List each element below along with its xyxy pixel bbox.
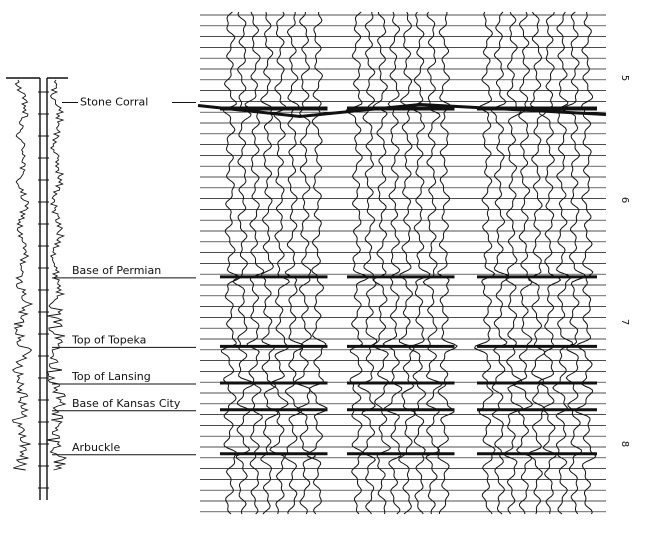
seismic-trace xyxy=(245,12,264,514)
seismic-trace xyxy=(307,12,327,514)
log-curve-left xyxy=(13,80,32,470)
horizon-label: Arbuckle xyxy=(72,440,121,454)
seismic-trace xyxy=(409,12,430,514)
seismic-trace xyxy=(475,12,496,514)
horizon-label: Stone Corral xyxy=(80,95,149,109)
seismic-trace xyxy=(438,12,457,514)
seismic-trace xyxy=(346,12,368,514)
time-mark-label: 7 xyxy=(619,318,630,326)
seismic-trace xyxy=(221,12,239,514)
horizon-labels xyxy=(52,96,196,455)
seismic-trace xyxy=(358,12,377,514)
seismic-trace xyxy=(423,12,442,514)
seismic-trace xyxy=(528,12,546,514)
seismic-trace xyxy=(562,12,585,514)
seismic-trace xyxy=(285,12,305,514)
seismic-trace xyxy=(513,12,533,514)
seismic-trace xyxy=(491,12,509,514)
horizon-label: Top of Lansing xyxy=(72,370,151,383)
horizon-label: Base of Permian xyxy=(72,263,162,277)
time-mark-label: 6 xyxy=(619,196,630,204)
log-curve-right xyxy=(47,80,66,470)
horizon-label: Base of Kansas City xyxy=(72,396,181,410)
seismic-trace xyxy=(399,12,416,514)
time-mark-label: 8 xyxy=(619,440,630,448)
seismic-trace xyxy=(553,12,573,514)
seismic-traces xyxy=(221,12,595,514)
time-mark-label: 5 xyxy=(619,74,630,82)
seismic-trace xyxy=(270,12,289,514)
horizon-label: Top of Topeka xyxy=(72,333,147,347)
time-scale xyxy=(619,75,630,447)
seismic-trace xyxy=(295,12,316,514)
seismic-trace xyxy=(539,12,561,514)
horizon-reflectors xyxy=(198,105,606,454)
well-log xyxy=(6,78,68,500)
seismic-trace xyxy=(383,12,402,514)
seismic-trace xyxy=(373,12,390,514)
seismic-trace xyxy=(504,12,523,514)
seismic-trace xyxy=(575,12,596,514)
